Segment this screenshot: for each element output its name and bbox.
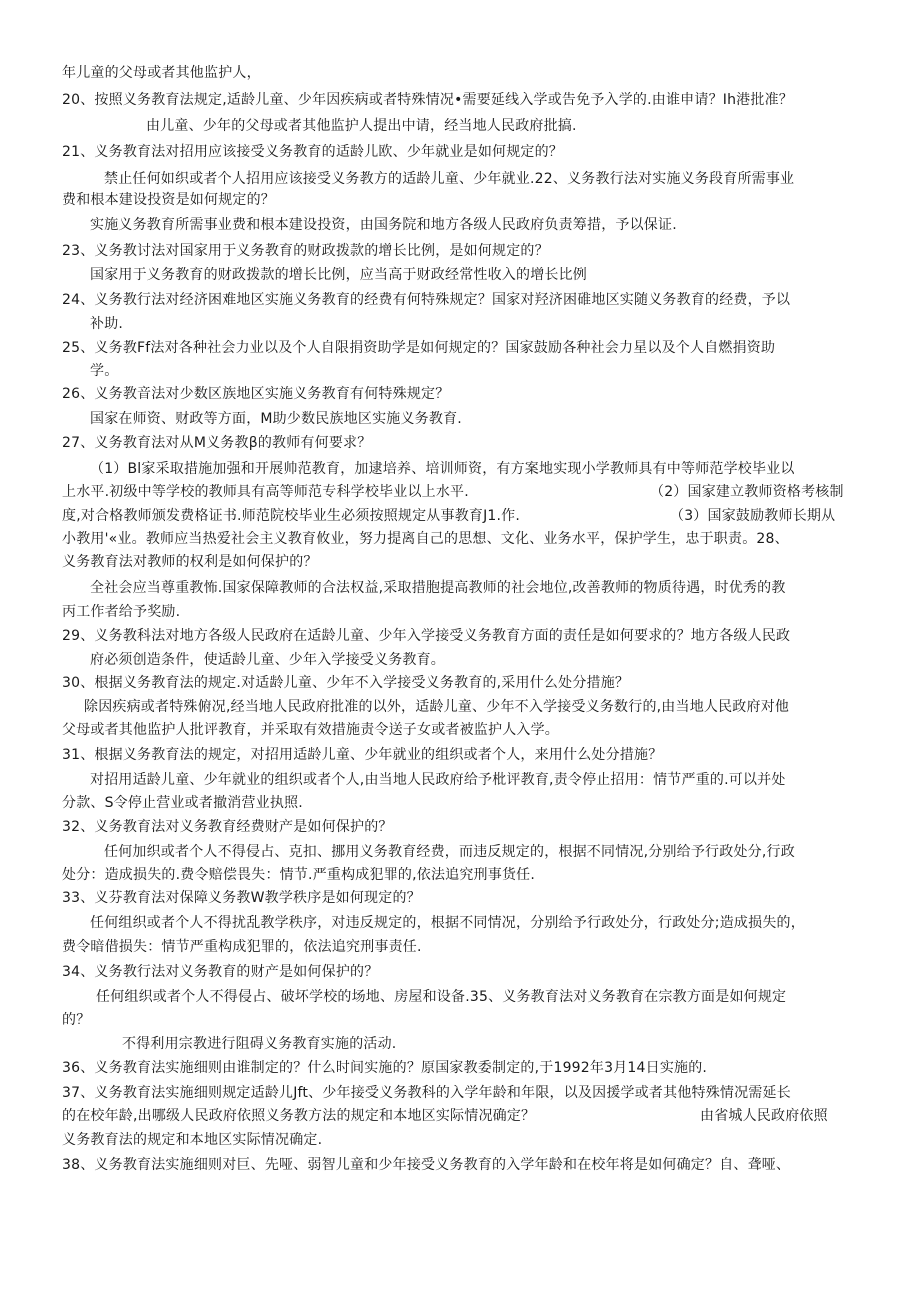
text-line: （3）国家鼓励教师长期从 [670, 508, 836, 524]
text-line: 父母或者其他监护人批评教育，并采取有效措施责令送子女或者被监护人入学。 [62, 722, 559, 738]
text-line: 的在校年龄,出哪级人民政府依照义务教方法的规定和本地区实际情况确定？ [62, 1108, 536, 1124]
text-line: 由省城人民政府依照 [700, 1108, 828, 1124]
text-line: 26、义务教音法对少数区族地区实施义务教育有何特殊规定？ [62, 386, 450, 402]
text-line: 费令暗借损失：情节严重构成犯罪的，依法追究刑事责任. [62, 939, 422, 955]
text-line: 除因疾病或者特殊俯况,经当地人民政府批准的以外，适龄儿童、少年不入学接受义务数行的,由当地人民政府对他 [84, 699, 790, 715]
text-line: 27、义务教育法对从M义务教β的教师有何要求？ [62, 435, 372, 451]
text-line: 对招用适龄儿童、少年就业的组织或者个人,由当地人民政府给予枇评教育,责令停止招用：情节严重的.可以并处 [90, 772, 786, 788]
text-line: 实施义务教育所需事业费和根本建设投资，由国务院和地方各级人民政府负责筹措，予以保证. [90, 217, 677, 233]
text-line: 23、义务教讨法对国家用于义务教育的财政拨款的增长比例，是如何规定的？ [62, 243, 549, 259]
text-line: 补助. [90, 316, 124, 332]
text-line: 34、义务教行法对义务教育的财产是如何保护的？ [62, 964, 379, 980]
text-line: 丙工作者给予奖励. [62, 604, 181, 620]
text-line: 义务教育法的规定和本地区实际情况确定. [62, 1132, 323, 1148]
text-line: 任何加织或者个人不得侵占、克扣、挪用义务教育经费，而违反规定的，根据不同情况,分别给予行政处分,行政 [104, 844, 795, 860]
text-line: 分款、S令停止营业或者撤消营业执照. [62, 795, 303, 811]
text-line: 国家用于义务教育的财政拨款的增长比例，应当高于财政经常性收入的增长比例 [90, 267, 587, 283]
text-line: 21、义务教育法对招用应该接受义务教育的适龄儿欧、少年就业是如何规定的？ [62, 144, 564, 160]
text-line: 30、根据义务教育法的规定.对适龄儿童、少年不入学接受义务教育的,采用什么处分措施？ [62, 675, 630, 691]
text-line: 25、义务教Ff法对各种社会力业以及个人自限捐资助学是如何规定的？国家鼓励各种社会力星以及个人自燃捐资助 [62, 340, 776, 356]
text-line: 31、根据义务教育法的规定，对招用适龄儿童、少年就业的组织或者个人，来用什么处分措施？ [62, 747, 663, 763]
text-line: 任何组织或者个人不得侵占、破坏学校的场地、房屋和设备.35、义务教育法对义务教育在宗教方面是如何规定 [96, 989, 787, 1005]
text-line: （1）Bl家采取措施加强和开展帅范教育，加逮培养、培训师资，有方案地实现小学教师具有中等师范学校毕业以 [90, 461, 795, 477]
text-line: 全社会应当尊重教怖.国家保障教师的合法权益,采取措胞提高教师的社会地位,改善教师的物质待遇，时优秀的教 [90, 580, 786, 596]
text-line: 小教用'«业。教师应当热爱社会主义教育攸业，努力提离自己的思想、文化、业务水平，保护学生，忠于职责。28、 [62, 531, 789, 547]
text-line: 20、按照义务教育法规定,适龄儿童、少年因疾病或者特殊情况•需要延线入学或告免予入学的.由谁申请？Ih港批准？ [62, 92, 793, 108]
text-line: 29、义务教科法对地方各级人民政府在适龄儿童、少年入学接受义务教育方面的责任是如何要求的？地方各级人民政 [62, 628, 791, 644]
text-line: 任何组织或者个人不得扰乱教学秩序，对违反规定的，根据不同情况，分别给予行政处分，行政处分;造成损失的， [90, 915, 805, 931]
text-line: 上水平.初级中等学校的教师具有高等师范专科学校毕业以上水平. [62, 484, 469, 500]
text-line: 费和根本建设投资是如何规定的？ [62, 192, 275, 208]
text-line: 禁止任何如织或者个人招用应该接受义务教方的适龄儿童、少年就业.22、义务教行法对实施义务段育所需事业 [104, 171, 795, 187]
text-line: 38、义务教育法实施细则对巨、先哑、弱智儿童和少年接受义务教育的入学年龄和在校年将是如何确定？自、聋哑、 [62, 1157, 791, 1173]
text-line: 处分：造成损失的.费令赔偿畏失：情节.严重构成犯罪的,依法追究刑事货任. [62, 867, 535, 883]
text-line: 由儿童、少年的父母或者其他监护人提出中请，经当地人民政府批搞. [146, 118, 577, 134]
text-line: 33、义芬教育法对保障义务教W教学秩序是如何现定的？ [62, 890, 421, 906]
text-line: 义务教育法对教师的权利是如何保护的？ [62, 554, 318, 570]
text-line: 36、义务教育法实施细则由谁制定的？什么时间实施的？原国家教委制定的,于1992年3月14日实施的. [62, 1060, 708, 1076]
text-line: 24、义务教行法对经济困难地区实施义务教育的经费有何特殊规定？国家对羟济困碓地区实随义务教育的经费，予以 [62, 292, 791, 308]
text-line: 的？ [62, 1012, 91, 1028]
text-line: 府必须创造条件，使适龄儿童、少年入学接受义务教育。 [90, 652, 445, 668]
text-line: （2）国家建立教师资格考核制 [650, 484, 844, 500]
text-line: 不得利用宗教进行阻碍义务教育实施的活动. [122, 1036, 397, 1052]
text-line: 学。 [90, 363, 119, 379]
text-line: 年儿童的父母或者其他监护人， [62, 65, 261, 81]
text-line: 国家在师资、财政等方面，M助少数民族地区实施义务教育. [90, 411, 462, 427]
text-line: 32、义务教育法对义务教育经费财产是如何保护的？ [62, 819, 393, 835]
text-line: 度,对合格教师颁发费格证书.师范院校毕业生必须按照规定从事教育J1.作. [62, 508, 521, 524]
text-line: 37、义务教育法实施细则规定适龄儿Jft、少年接受义务教科的入学年龄和年限，以及因援学或者其他特殊情况需延长 [62, 1085, 791, 1101]
